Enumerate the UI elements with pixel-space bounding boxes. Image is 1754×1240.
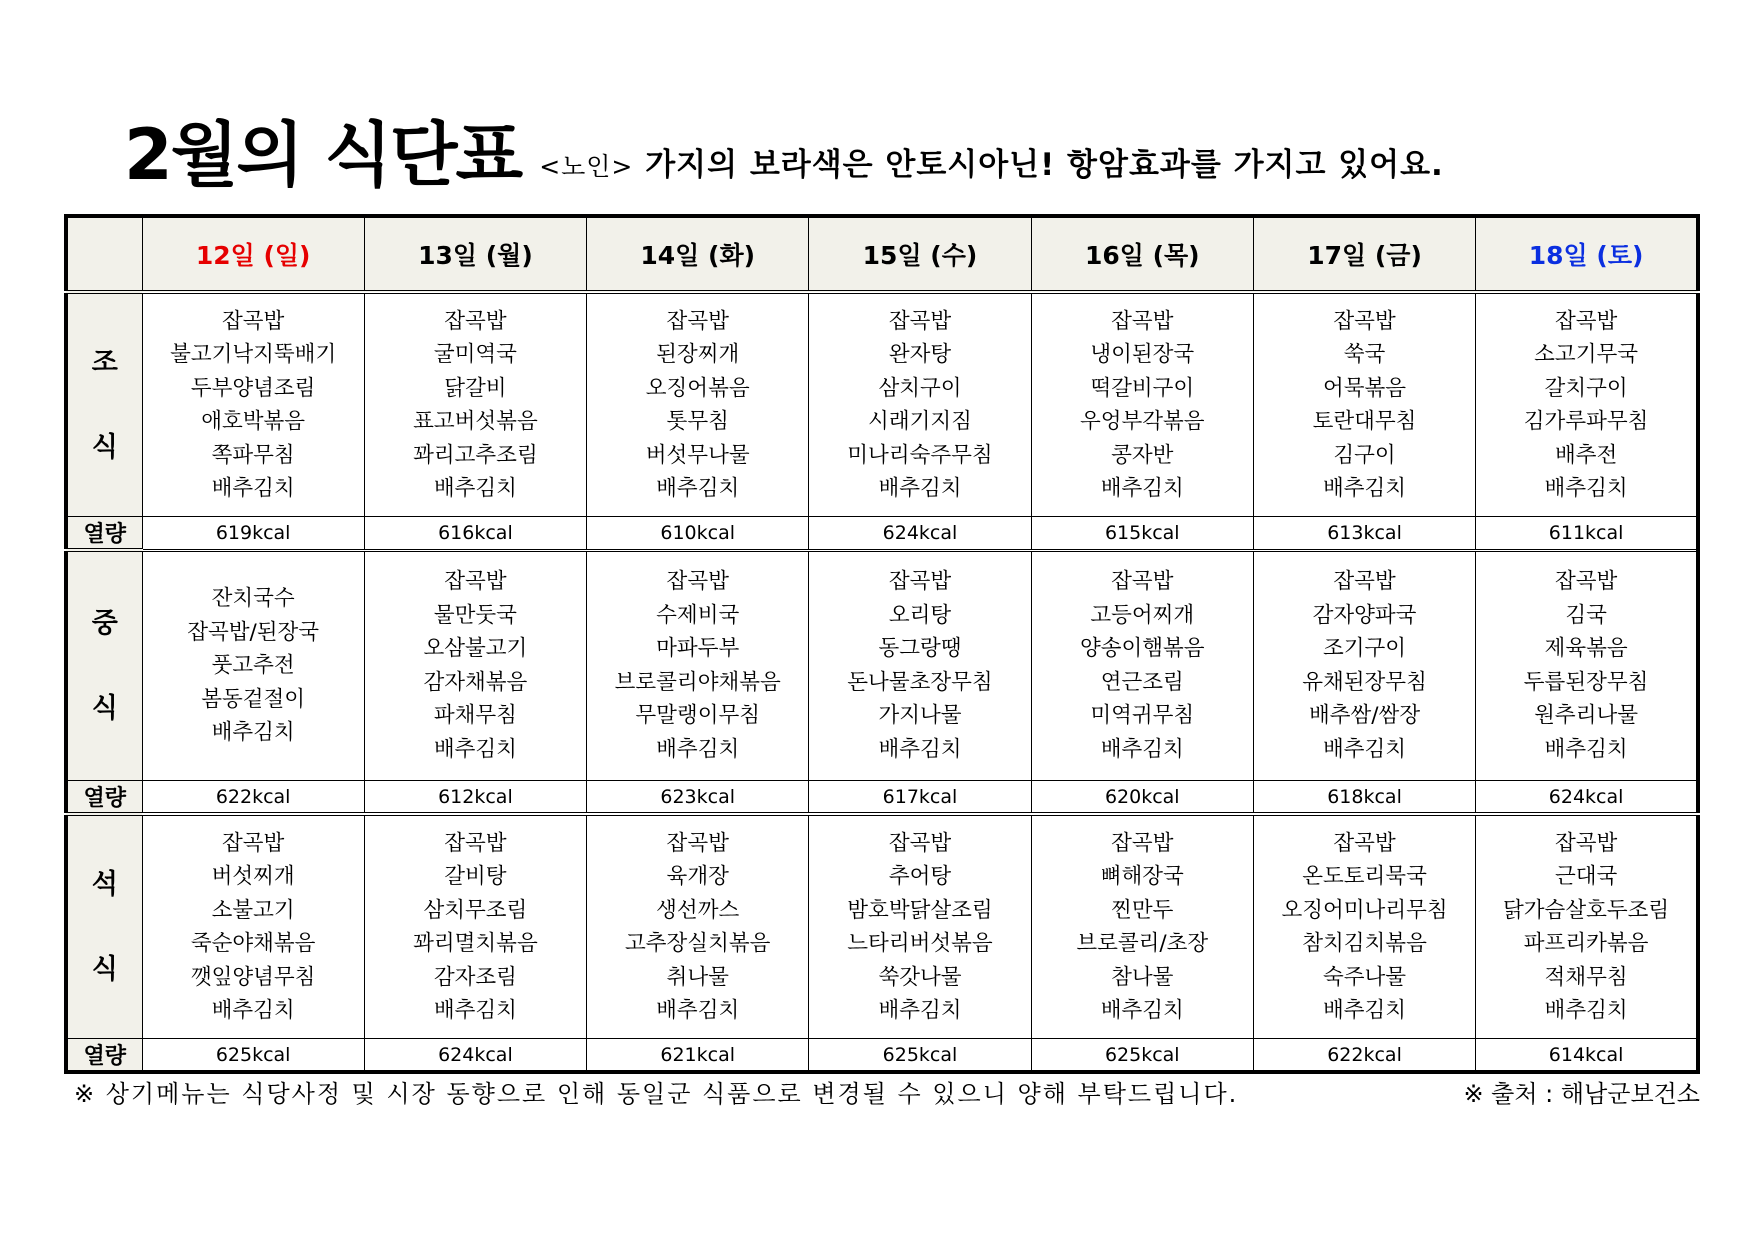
calorie-value: 617kcal	[809, 781, 1031, 815]
menu-item: 배추김치	[656, 736, 740, 762]
menu-item: 조기구이	[1323, 636, 1407, 662]
menu-item: 김구이	[1333, 442, 1396, 468]
footer	[74, 1074, 1700, 1109]
menu-item: 고추장실치볶음	[625, 931, 771, 956]
menu-item: 배추김치	[878, 736, 962, 762]
menu-item: 떡갈비구이	[1090, 375, 1195, 401]
calorie-value: 624kcal	[809, 517, 1031, 551]
calorie-row-lunch	[66, 781, 1698, 815]
calorie-value: 613kcal	[1253, 517, 1475, 551]
menu-item: 잡곡밥	[666, 569, 729, 595]
menu-item: 꽈리멸치볶음	[413, 931, 538, 956]
menu-item: 고등어찌개	[1090, 602, 1195, 628]
menu-cell	[809, 814, 1031, 1039]
menu-item: 잔치국수	[211, 586, 295, 611]
menu-item: 배추김치	[211, 476, 295, 501]
menu-item: 참나물	[1111, 964, 1174, 990]
menu-item: 느타리버섯볶음	[847, 931, 993, 956]
menu-item: 불고기낙지뚝배기	[170, 342, 337, 367]
menu-item: 애호박볶음	[201, 409, 306, 434]
page-title: 2월의 식단표	[124, 114, 522, 196]
menu-item: 양송이햄볶음	[1079, 636, 1205, 662]
menu-item: 배추김치	[1323, 736, 1407, 762]
menu-item: 갈치구이	[1544, 375, 1628, 401]
calorie-value: 624kcal	[364, 1039, 586, 1073]
menu-item: 잡곡밥	[666, 830, 729, 856]
menu-item: 배추김치	[211, 998, 295, 1023]
menu-item: 감자채볶음	[423, 669, 528, 695]
menu-item: 잡곡밥	[1554, 830, 1618, 856]
menu-item: 시래기지짐	[868, 409, 972, 434]
menu-cell	[364, 292, 586, 517]
menu-item: 우엉부각볶음	[1079, 409, 1205, 434]
menu-item: 추어탕	[888, 864, 952, 889]
menu-item: 잡곡밥	[1333, 830, 1396, 856]
menu-item: 된장찌개	[656, 342, 740, 367]
footer-note: ※ 상기메뉴는 식당사정 및 시장 동향으로 인해 동일군 식품으로 변경될 수 있으니 양해 부탁드립니다.	[74, 1080, 1239, 1108]
menu-cell	[1031, 550, 1253, 781]
day-header-12: 12일 (일)	[142, 216, 364, 292]
menu-cell	[364, 814, 586, 1039]
calorie-value: 625kcal	[809, 1039, 1031, 1073]
menu-item: 갈비탕	[444, 864, 507, 889]
menu-item: 육개장	[666, 864, 729, 889]
menu-item: 밤호박닭살조림	[847, 897, 993, 923]
meal-label-bottom: 식	[91, 432, 118, 463]
menu-item: 삼치구이	[878, 375, 962, 401]
menu-item: 온도토리묵국	[1302, 864, 1427, 889]
menu-item: 오징어미나리무침	[1281, 897, 1448, 923]
menu-item: 적채무침	[1544, 964, 1628, 990]
day-header-row	[66, 216, 1698, 292]
menu-item: 생선까스	[656, 897, 740, 923]
menu-item: 제육볶음	[1544, 636, 1628, 662]
menu-item: 굴미역국	[433, 342, 517, 367]
menu-item: 유채된장무침	[1302, 669, 1427, 695]
meal-label-dinner	[66, 814, 142, 1039]
calorie-value: 616kcal	[364, 517, 586, 551]
calorie-value: 615kcal	[1031, 517, 1253, 551]
menu-item: 무말랭이무침	[635, 703, 761, 729]
menu-item: 배추김치	[1544, 736, 1628, 762]
menu-item: 브로콜리야채볶음	[614, 669, 781, 695]
calorie-value: 611kcal	[1476, 517, 1698, 551]
audience-tag: <노인>	[539, 152, 634, 181]
menu-cell	[1253, 814, 1475, 1039]
menu-item: 닭갈비	[444, 375, 507, 401]
menu-item: 배추김치	[1323, 998, 1407, 1023]
menu-item: 잡곡밥	[888, 569, 952, 595]
day-header-18: 18일 (토)	[1476, 216, 1698, 292]
page-subtitle	[539, 139, 1444, 184]
menu-item: 미나리숙주무침	[847, 442, 993, 468]
meal-label-top: 중	[91, 608, 118, 639]
calorie-label: 열량	[66, 781, 142, 815]
menu-item: 배추전	[1554, 442, 1618, 468]
menu-item: 배추김치	[656, 998, 740, 1023]
menu-item: 취나물	[666, 964, 729, 990]
menu-item: 참치김치볶음	[1302, 931, 1427, 956]
calorie-row-dinner	[66, 1039, 1698, 1073]
calorie-label: 열량	[66, 1039, 142, 1073]
menu-item: 오징어볶음	[645, 375, 750, 401]
calorie-value: 622kcal	[1253, 1039, 1475, 1073]
calorie-value: 623kcal	[587, 781, 809, 815]
menu-item: 잡곡밥	[888, 830, 952, 856]
menu-item: 표고버섯볶음	[413, 409, 538, 434]
menu-item: 쑥국	[1343, 342, 1386, 367]
menu-item: 가지나물	[878, 703, 962, 729]
menu-item: 배추김치	[878, 476, 962, 501]
menu-item: 잡곡밥	[221, 830, 285, 856]
day-header-13: 13일 (월)	[364, 216, 586, 292]
menu-item: 버섯무나물	[645, 442, 750, 468]
menu-item: 톳무침	[666, 409, 729, 434]
calorie-value: 619kcal	[142, 517, 364, 551]
menu-item: 배추김치	[211, 720, 295, 745]
subtitle-text: 가지의 보라색은 안토시아닌! 항암효과를 가지고 있어요.	[645, 147, 1444, 183]
menu-item: 물만둣국	[433, 602, 517, 628]
menu-cell	[587, 292, 809, 517]
menu-item: 잡곡밥	[444, 569, 507, 595]
meal-label-bottom: 식	[91, 693, 118, 724]
menu-item: 죽순야채볶음	[190, 931, 316, 956]
meal-row-lunch	[66, 550, 1698, 781]
menu-item: 감자양파국	[1312, 602, 1417, 628]
day-header-14: 14일 (화)	[587, 216, 809, 292]
menu-item: 배추김치	[1100, 476, 1184, 501]
menu-item: 파프리카볶음	[1523, 931, 1649, 956]
calorie-value: 612kcal	[364, 781, 586, 815]
menu-item: 삼치무조림	[423, 897, 528, 923]
meal-label-top: 석	[91, 869, 118, 900]
calorie-value: 625kcal	[1031, 1039, 1253, 1073]
calorie-value: 610kcal	[587, 517, 809, 551]
menu-item: 닭가슴살호두조림	[1503, 897, 1670, 923]
menu-item: 김가루파무침	[1523, 409, 1649, 434]
menu-item: 완자탕	[888, 342, 952, 367]
calorie-label: 열량	[66, 517, 142, 551]
menu-item: 원추리나물	[1534, 703, 1639, 729]
calorie-value: 622kcal	[142, 781, 364, 815]
meal-label-bottom: 식	[91, 954, 118, 985]
day-header-17: 17일 (금)	[1253, 216, 1475, 292]
menu-item: 어묵볶음	[1323, 375, 1407, 401]
menu-item: 버섯찌개	[211, 864, 295, 889]
menu-item: 오삼불고기	[423, 636, 528, 662]
menu-item: 봄동겉절이	[201, 686, 306, 712]
menu-item: 배추쌈/쌈장	[1309, 703, 1421, 729]
menu-item: 풋고추전	[211, 653, 295, 678]
menu-cell	[142, 814, 364, 1039]
menu-item: 꽈리고추조림	[413, 442, 538, 468]
menu-cell	[809, 550, 1031, 781]
menu-cell	[1476, 814, 1698, 1039]
menu-item: 잡곡밥	[1554, 308, 1618, 334]
menu-item: 잡곡밥	[1111, 569, 1174, 595]
menu-item: 동그랑땡	[878, 636, 962, 662]
menu-item: 소고기무국	[1534, 342, 1639, 367]
menu-item: 토란대무침	[1312, 409, 1417, 434]
menu-item: 두릅된장무침	[1523, 669, 1649, 695]
day-header-15: 15일 (수)	[809, 216, 1031, 292]
header-corner	[66, 216, 142, 292]
meal-label-top: 조	[91, 347, 118, 378]
meal-row-breakfast	[66, 292, 1698, 517]
menu-item: 배추김치	[433, 998, 517, 1023]
menu-cell	[1476, 550, 1698, 781]
menu-item: 오리탕	[888, 602, 952, 628]
menu-item: 잡곡밥	[1111, 308, 1174, 334]
meal-label-lunch	[66, 550, 142, 781]
menu-item: 미역귀무침	[1090, 703, 1195, 729]
menu-item: 잡곡밥	[221, 308, 285, 334]
menu-cell	[1031, 814, 1253, 1039]
menu-item: 배추김치	[1544, 476, 1628, 501]
meal-label-breakfast	[66, 292, 142, 517]
menu-item: 잡곡밥	[444, 830, 507, 856]
calorie-value: 620kcal	[1031, 781, 1253, 815]
menu-table	[64, 214, 1700, 1074]
menu-item: 배추김치	[433, 476, 517, 501]
menu-item: 콩자반	[1111, 442, 1174, 468]
menu-item: 잡곡밥	[1554, 569, 1618, 595]
title-row	[124, 90, 1444, 196]
menu-item: 잡곡밥	[444, 308, 507, 334]
calorie-value: 625kcal	[142, 1039, 364, 1073]
menu-item: 잡곡밥	[1333, 308, 1396, 334]
calorie-value: 614kcal	[1476, 1039, 1698, 1073]
menu-item: 잡곡밥	[888, 308, 952, 334]
menu-item: 배추김치	[1100, 998, 1184, 1023]
menu-item: 찐만두	[1111, 897, 1174, 923]
menu-cell	[142, 550, 364, 781]
meal-row-dinner	[66, 814, 1698, 1039]
footer-source: ※ 출처 : 해남군보건소	[1463, 1080, 1700, 1108]
menu-item: 배추김치	[433, 736, 517, 762]
menu-item: 잡곡밥/된장국	[187, 619, 320, 645]
menu-item: 두부양념조림	[190, 375, 316, 401]
menu-item: 뼈해장국	[1100, 864, 1184, 889]
menu-cell	[809, 292, 1031, 517]
menu-item: 깻잎양념무침	[190, 964, 316, 990]
menu-cell	[587, 814, 809, 1039]
menu-item: 잡곡밥	[1111, 830, 1174, 856]
menu-item: 감자조림	[433, 964, 517, 990]
menu-item: 배추김치	[1323, 476, 1407, 501]
menu-item: 배추김치	[878, 998, 962, 1023]
calorie-row-breakfast	[66, 517, 1698, 551]
menu-item: 쪽파무침	[211, 442, 295, 468]
menu-cell	[1476, 292, 1698, 517]
menu-item: 숙주나물	[1323, 964, 1407, 990]
menu-item: 잡곡밥	[1333, 569, 1396, 595]
menu-cell	[142, 292, 364, 517]
menu-cell	[1031, 292, 1253, 517]
menu-item: 배추김치	[1100, 736, 1184, 762]
menu-item: 수제비국	[656, 602, 740, 628]
menu-item: 배추김치	[656, 476, 740, 501]
menu-cell	[364, 550, 586, 781]
menu-item: 마파두부	[656, 636, 740, 662]
menu-item: 잡곡밥	[666, 308, 729, 334]
menu-item: 소불고기	[211, 897, 295, 923]
menu-item: 브로콜리/초장	[1076, 931, 1209, 956]
calorie-value: 624kcal	[1476, 781, 1698, 815]
menu-item: 돈나물초장무침	[847, 669, 993, 695]
menu-item: 쑥갓나물	[878, 964, 962, 990]
menu-cell	[1253, 292, 1475, 517]
menu-cell	[587, 550, 809, 781]
menu-item: 파채무침	[433, 703, 517, 729]
calorie-value: 621kcal	[587, 1039, 809, 1073]
menu-item: 냉이된장국	[1090, 342, 1195, 367]
menu-cell	[1253, 550, 1475, 781]
day-header-16: 16일 (목)	[1031, 216, 1253, 292]
calorie-value: 618kcal	[1253, 781, 1475, 815]
menu-item: 연근조림	[1100, 669, 1184, 695]
menu-item: 근대국	[1554, 864, 1618, 889]
menu-item: 김국	[1565, 602, 1607, 628]
menu-item: 배추김치	[1544, 998, 1628, 1023]
